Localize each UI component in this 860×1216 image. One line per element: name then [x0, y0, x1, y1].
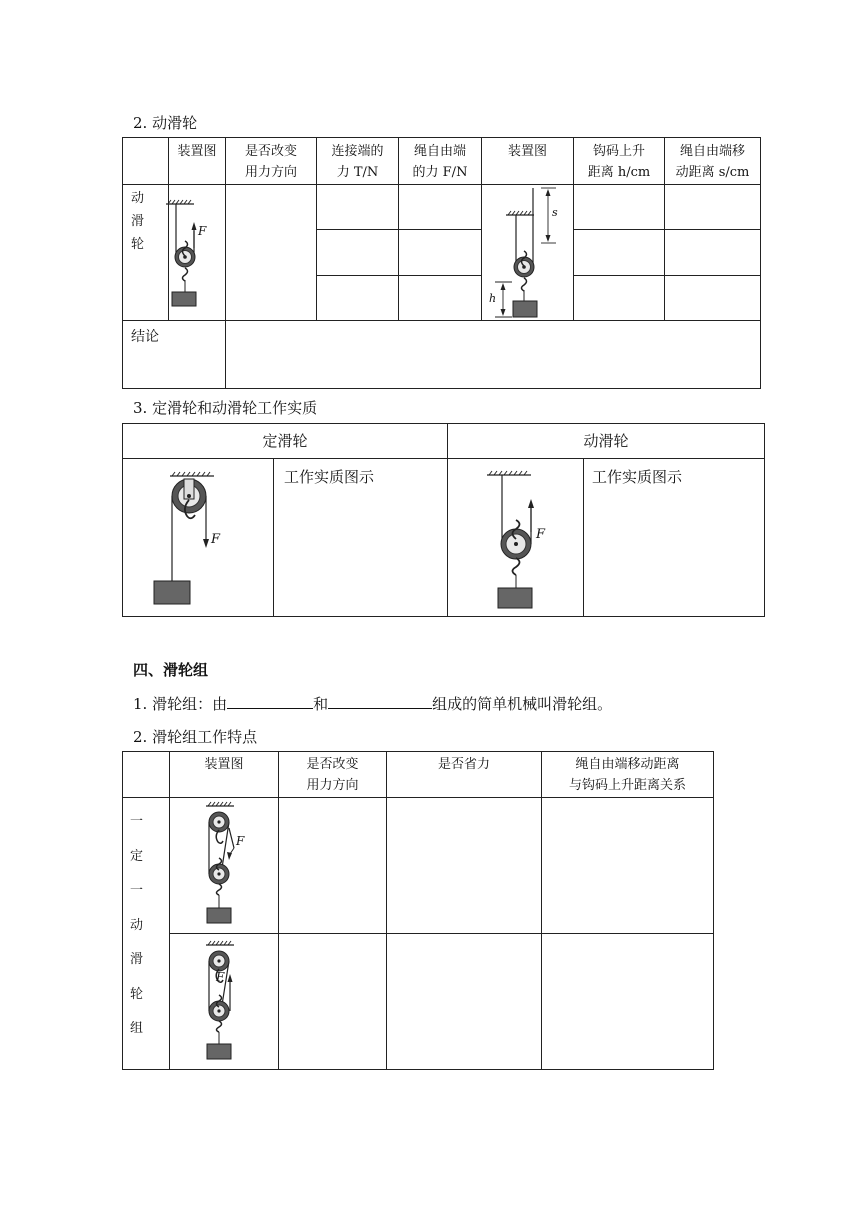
header-line: 是否改变	[244, 144, 297, 159]
distance-label-h: h	[489, 292, 497, 305]
conclusion-label: 结论	[131, 329, 159, 345]
section4-title: 四、滑轮组	[133, 661, 209, 679]
diagram-caption-movable: 工作实质图示	[592, 468, 683, 486]
row-label-char: 一	[130, 883, 144, 898]
force-label-f: F	[536, 527, 546, 542]
header-save-force: 是否省力	[437, 757, 490, 772]
header-line: 是否改变	[306, 757, 359, 772]
header-movable-pulley: 动滑轮	[583, 432, 629, 450]
header-line: 绳自由端移动距离	[575, 757, 680, 772]
row-label-char: 轮	[130, 986, 144, 1002]
definition-text: 1. 滑轮组：由	[133, 695, 228, 713]
header-line: 的力 F/N	[412, 165, 468, 180]
definition-text: 和	[313, 695, 329, 713]
row-label-char: 动	[131, 191, 145, 206]
header-fixed-pulley: 定滑轮	[262, 432, 308, 450]
diagram-caption-fixed: 工作实质图示	[284, 468, 375, 486]
header-device-diagram-2: 装置图	[507, 144, 547, 159]
header-line: 与钩码上升距离关系	[568, 778, 686, 793]
definition-text: 组成的简单机械叫滑轮组。	[432, 695, 613, 713]
row-label-char: 动	[130, 917, 144, 933]
header-line: 动距离 s/cm	[675, 165, 750, 180]
row-label-char: 滑	[130, 952, 144, 967]
row-label-char: 滑	[131, 214, 145, 229]
header-line: 连接端的	[331, 144, 384, 159]
section3-title: 3. 定滑轮和动滑轮工作实质	[133, 399, 318, 417]
header-line: 用力方向	[306, 778, 359, 793]
force-label-f: F	[198, 224, 207, 238]
row-label-char: 组	[130, 1021, 144, 1036]
row-label-char: 轮	[131, 237, 145, 252]
row-label-char: 定	[130, 848, 144, 864]
header-line: 绳自由端	[413, 144, 466, 159]
header-line: 用力方向	[244, 165, 297, 180]
section2-title: 2. 动滑轮	[133, 114, 198, 132]
force-label-f: F	[216, 970, 225, 984]
force-label-f: F	[211, 532, 221, 547]
force-label-f: F	[236, 834, 245, 848]
row-label-char: 一	[130, 814, 144, 829]
distance-label-s: s	[552, 206, 558, 219]
header-line: 钩码上升	[592, 144, 645, 159]
header-line: 绳自由端移	[679, 144, 745, 159]
header-line: 距离 h/cm	[587, 165, 651, 180]
header-device-diagram-3: 装置图	[204, 757, 244, 772]
header-device-diagram: 装置图	[177, 144, 217, 159]
section4-subtitle: 2. 滑轮组工作特点	[133, 728, 258, 746]
header-line: 力 T/N	[336, 165, 379, 180]
